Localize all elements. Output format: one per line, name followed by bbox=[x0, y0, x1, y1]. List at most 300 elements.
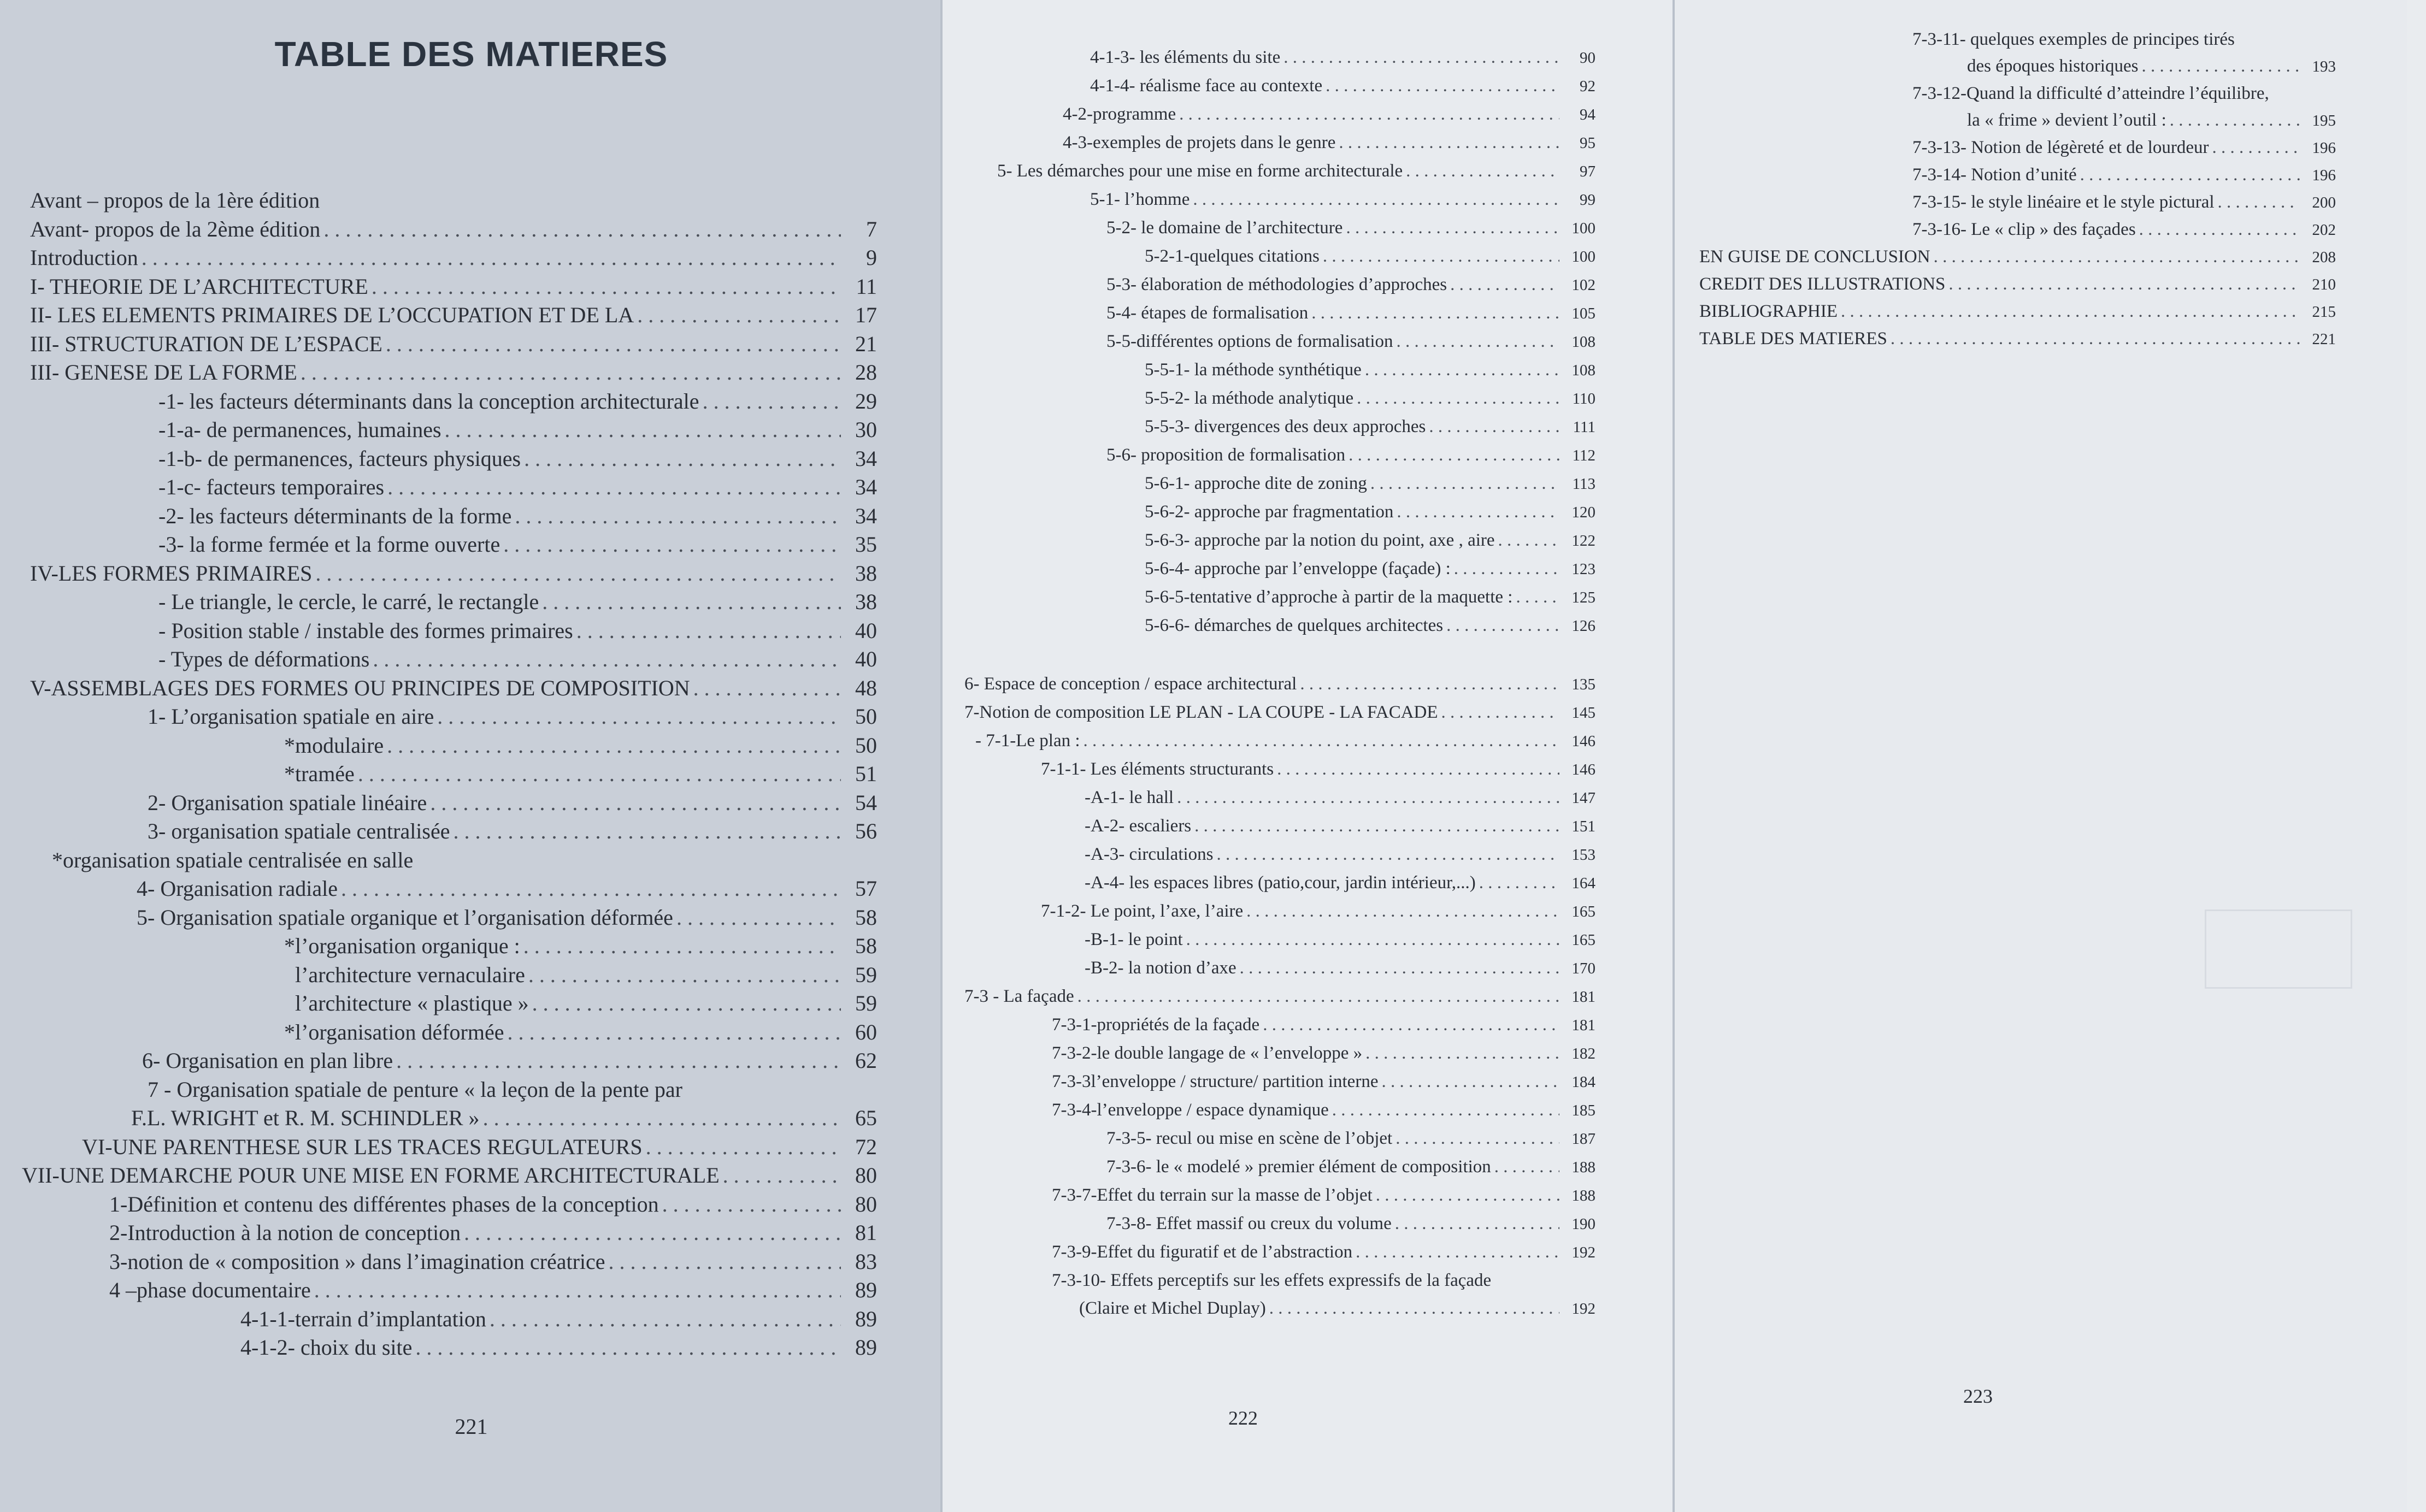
dot-leader bbox=[503, 530, 841, 559]
toc-entry-page: 165 bbox=[1571, 931, 1595, 949]
toc-entry-label: 7-3-14- Notion d’unité bbox=[1912, 165, 2077, 185]
toc-entry-page: 196 bbox=[2312, 167, 2336, 184]
dot-leader bbox=[528, 961, 841, 990]
toc-entry bbox=[943, 1096, 1675, 1125]
dot-leader bbox=[396, 1047, 841, 1076]
dot-leader bbox=[524, 445, 841, 474]
toc-entry bbox=[0, 186, 943, 215]
toc-entry-label: -1-b- de permanences, facteurs physiques bbox=[158, 446, 521, 471]
dot-leader bbox=[2080, 162, 2300, 188]
dot-leader bbox=[483, 1104, 841, 1133]
page-number: 223 bbox=[1963, 1385, 1993, 1407]
dot-leader bbox=[1357, 385, 1559, 412]
toc-entry-page: 100 bbox=[1571, 248, 1595, 265]
dot-leader bbox=[341, 875, 841, 903]
toc-entry bbox=[1675, 216, 2407, 244]
toc-entry bbox=[943, 186, 1675, 214]
toc-entry-label: 5-2- le domaine de l’architecture bbox=[1106, 218, 1343, 238]
dot-leader bbox=[430, 789, 841, 818]
dot-leader bbox=[1194, 812, 1559, 840]
toc-entry-label: 2- Organisation spatiale linéaire bbox=[148, 790, 427, 815]
toc-entry-page: 58 bbox=[855, 905, 877, 930]
toc-entry bbox=[0, 645, 943, 674]
dot-leader bbox=[507, 1018, 841, 1047]
toc-entry-page: 94 bbox=[1580, 106, 1595, 123]
toc-entry-page: 38 bbox=[855, 589, 877, 614]
toc-entry-page: 126 bbox=[1571, 617, 1595, 635]
toc-entry bbox=[0, 1018, 943, 1047]
toc-entry-page: 54 bbox=[855, 790, 877, 815]
toc-entry-page: 123 bbox=[1571, 560, 1595, 578]
toc-entry-page: 202 bbox=[2312, 221, 2336, 239]
dot-leader bbox=[1323, 243, 1559, 270]
toc-entry-page: 146 bbox=[1571, 733, 1595, 750]
toc-entry-label: 7-Notion de composition LE PLAN - LA COUPE - LA FACADE bbox=[964, 702, 1438, 722]
toc-entry-label: EN GUISE DE CONCLUSION bbox=[1699, 247, 1930, 267]
toc-entry-label: la « frime » devient l’outil : bbox=[1967, 110, 2166, 130]
toc-entry bbox=[943, 699, 1675, 727]
toc-entry bbox=[943, 328, 1675, 356]
toc-entry-label: 7-3-2-le double langage de « l’enveloppe » bbox=[1052, 1043, 1363, 1063]
toc-entry bbox=[0, 875, 943, 903]
toc-entry-page: 111 bbox=[1573, 418, 1595, 436]
toc-entry-label: (Claire et Michel Duplay) bbox=[1079, 1298, 1266, 1318]
toc-entry-label: Avant – propos de la 1ère édition bbox=[30, 188, 320, 212]
section-gap bbox=[943, 640, 1675, 670]
toc-entry bbox=[0, 244, 943, 273]
dot-leader bbox=[1346, 214, 1559, 242]
toc-entry-page: 195 bbox=[2312, 112, 2336, 129]
toc-entry bbox=[943, 1040, 1675, 1068]
dot-leader bbox=[515, 502, 841, 531]
dot-leader bbox=[373, 645, 841, 674]
dot-leader bbox=[523, 932, 841, 961]
toc-entry-label: 1-Définition et contenu des différentes phases de la conception bbox=[109, 1191, 659, 1216]
toc-entry-page: 110 bbox=[1572, 390, 1595, 407]
toc-entry-label: - 7-1-Le plan : bbox=[975, 731, 1080, 751]
toc-entry-page: 120 bbox=[1571, 504, 1595, 521]
toc-entry bbox=[1675, 271, 2407, 298]
toc-entry-label: *l’organisation déformée bbox=[284, 1019, 504, 1044]
dot-leader bbox=[1349, 441, 1559, 469]
toc-entry bbox=[0, 617, 943, 646]
toc-entry bbox=[943, 413, 1675, 441]
toc-entry bbox=[943, 1011, 1675, 1040]
toc-entry bbox=[943, 299, 1675, 328]
toc-entry-page: 210 bbox=[2312, 276, 2336, 293]
toc-entry-page: 34 bbox=[855, 446, 877, 471]
toc-entry-page: 100 bbox=[1571, 220, 1595, 237]
toc-entry-label: 5-5-3- divergences des deux approches bbox=[1145, 417, 1426, 436]
toc-entry-page: 56 bbox=[855, 819, 877, 843]
toc-entry-page: 34 bbox=[855, 503, 877, 528]
dot-leader bbox=[1311, 299, 1559, 327]
toc-entry bbox=[943, 897, 1675, 926]
toc-entry bbox=[0, 1305, 943, 1334]
toc-entry-page: 58 bbox=[855, 934, 877, 958]
toc-entry bbox=[943, 841, 1675, 869]
toc-entry bbox=[1675, 189, 2407, 216]
toc-entry bbox=[0, 989, 943, 1018]
toc-entry bbox=[0, 473, 943, 502]
dot-leader bbox=[1263, 1011, 1559, 1039]
toc-entry bbox=[943, 1295, 1675, 1323]
toc-entry bbox=[1675, 326, 2407, 353]
toc-entry-label: 6- Organisation en plan libre bbox=[142, 1048, 393, 1073]
toc-entry bbox=[943, 670, 1675, 699]
toc-entry bbox=[0, 1276, 943, 1305]
dot-leader bbox=[703, 387, 841, 416]
toc-entry-page: 192 bbox=[1571, 1244, 1595, 1261]
toc-entry bbox=[943, 44, 1675, 72]
toc-entry-page: 122 bbox=[1571, 532, 1595, 550]
dot-leader bbox=[1217, 841, 1560, 869]
toc-entry-label: 5-6-4- approche par l’enveloppe (façade) : bbox=[1145, 559, 1451, 578]
toc-entry-page: 153 bbox=[1571, 846, 1595, 864]
toc-entry-label: 7-3 - La façade bbox=[964, 987, 1074, 1006]
toc-entry-label: -A-2- escaliers bbox=[1085, 816, 1192, 836]
toc-entry-label: 7-1-1- Les éléments structurants bbox=[1041, 759, 1274, 779]
toc-entry-label: 7-3-12-Quand la difficulté d’atteindre l’équilibre, bbox=[1912, 84, 2269, 103]
toc-entry-page: 48 bbox=[855, 675, 877, 700]
toc-entry-page: 135 bbox=[1571, 676, 1595, 693]
dot-leader bbox=[301, 358, 841, 387]
toc-entry-label: 2-Introduction à la notion de conception bbox=[109, 1220, 461, 1245]
toc-entry-page: 30 bbox=[855, 417, 877, 442]
toc-entry bbox=[943, 271, 1675, 299]
toc-entry-label: 7-3-16- Le « clip » des façades bbox=[1912, 220, 2136, 239]
toc-entry bbox=[0, 559, 943, 588]
toc-entry-label: -2- les facteurs déterminants de la forme bbox=[158, 503, 512, 528]
toc-entry-label: 7-3-6- le « modelé » premier élément de composition bbox=[1106, 1157, 1491, 1177]
dot-leader bbox=[1479, 869, 1559, 897]
dot-leader bbox=[372, 273, 841, 302]
toc-entry bbox=[1675, 134, 2407, 162]
dot-leader bbox=[1841, 298, 2300, 325]
dot-leader bbox=[1186, 926, 1559, 954]
toc-entry-page: 29 bbox=[855, 388, 877, 414]
dot-leader bbox=[1934, 244, 2300, 270]
toc-entry bbox=[0, 273, 943, 302]
toc-entry-page: 11 bbox=[856, 274, 877, 299]
toc-entry-label: *organisation spatiale centralisée en salle bbox=[52, 847, 414, 872]
toc-entry-label: 7-3-8- Effet massif ou creux du volume bbox=[1106, 1214, 1392, 1233]
toc-entry-label: -3- la forme fermée et la forme ouverte bbox=[158, 532, 500, 557]
dot-leader bbox=[387, 731, 841, 760]
dot-leader bbox=[1450, 271, 1559, 299]
toc-entry bbox=[1675, 53, 2407, 80]
toc-entry-page: 145 bbox=[1571, 704, 1595, 722]
dot-leader bbox=[1300, 670, 1559, 698]
toc-entry-page: 188 bbox=[1571, 1187, 1595, 1204]
toc-entry bbox=[0, 702, 943, 731]
toc-entry-page: 17 bbox=[855, 303, 877, 327]
toc-entry-page: 188 bbox=[1571, 1159, 1595, 1176]
toc-entry-label: 7-1-2- Le point, l’axe, l’aire bbox=[1041, 901, 1244, 921]
toc-entry-page: 112 bbox=[1572, 447, 1595, 464]
toc-entry bbox=[943, 1153, 1675, 1182]
toc-entry bbox=[943, 784, 1675, 812]
dot-leader bbox=[142, 244, 841, 273]
dot-leader bbox=[637, 301, 841, 330]
dot-leader bbox=[1498, 527, 1559, 554]
toc-entry-page: 38 bbox=[855, 560, 877, 586]
dot-leader bbox=[1193, 186, 1559, 214]
toc-entry-page: 21 bbox=[855, 331, 877, 356]
toc-entry-label: -B-1- le point bbox=[1085, 930, 1183, 949]
toc-entry bbox=[943, 441, 1675, 470]
toc-entry-label: Avant- propos de la 2ème édition bbox=[30, 216, 321, 241]
toc-entry-page: 40 bbox=[855, 647, 877, 671]
toc-entry-label: 7-3-11- quelques exemples de principes tirés bbox=[1912, 29, 2235, 49]
toc-entry bbox=[1675, 162, 2407, 189]
toc-entry bbox=[943, 527, 1675, 555]
toc-entry-label: -A-1- le hall bbox=[1085, 788, 1174, 807]
toc-entry-page: 80 bbox=[855, 1191, 877, 1216]
toc-entry-page: 165 bbox=[1571, 903, 1595, 920]
toc-entries-page1 bbox=[0, 186, 943, 1362]
toc-entry bbox=[943, 1210, 1675, 1238]
toc-entry-page: 181 bbox=[1571, 1017, 1595, 1034]
toc-entry-label: III- GENESE DE LA FORME bbox=[30, 360, 297, 385]
toc-entry-label: 7-3-15- le style linéaire et le style pictural bbox=[1912, 192, 2215, 212]
toc-entry bbox=[0, 1104, 943, 1133]
toc-entry-label: 7-3-5- recul ou mise en scène de l’objet bbox=[1106, 1129, 1393, 1148]
dot-leader bbox=[693, 674, 841, 703]
toc-entry-page: 90 bbox=[1580, 49, 1595, 67]
toc-entry-page: 89 bbox=[855, 1306, 877, 1331]
toc-entry bbox=[943, 243, 1675, 271]
dot-leader bbox=[1077, 983, 1559, 1011]
toc-entry-label: 7-3-4-l’enveloppe / espace dynamique bbox=[1052, 1100, 1329, 1120]
toc-entry-label: 3- organisation spatiale centralisée bbox=[148, 819, 450, 843]
dot-leader bbox=[1084, 727, 1559, 755]
toc-entry-page: 105 bbox=[1571, 305, 1595, 322]
dot-leader bbox=[437, 702, 841, 731]
toc-entry bbox=[0, 1333, 943, 1362]
toc-entry bbox=[0, 674, 943, 703]
toc-entry-label: 5-6-2- approche par fragmentation bbox=[1145, 502, 1394, 522]
toc-entry-label: 4 –phase documentaire bbox=[109, 1278, 311, 1302]
toc-entry bbox=[943, 1182, 1675, 1210]
toc-entry-page: 108 bbox=[1571, 362, 1595, 379]
toc-entry-page: 187 bbox=[1571, 1130, 1595, 1148]
toc-entries-page2 bbox=[943, 44, 1675, 1323]
dot-leader bbox=[1494, 1153, 1559, 1181]
dot-leader bbox=[1454, 555, 1559, 583]
toc-entry bbox=[0, 215, 943, 244]
toc-entry-page: 190 bbox=[1571, 1215, 1595, 1233]
toc-entry-label: 5-6-5-tentative d’approche à partir de la maquette : bbox=[1145, 587, 1513, 607]
toc-entry-label: l’architecture « plastique » bbox=[295, 991, 529, 1015]
toc-entry-label: 5- Les démarches pour une mise en forme architecturale bbox=[997, 161, 1403, 181]
toc-entry-label: 7-3-13- Notion de légèreté et de lourdeur bbox=[1912, 138, 2209, 157]
toc-entry bbox=[0, 387, 943, 416]
toc-entry bbox=[1675, 298, 2407, 326]
toc-entry-page: 181 bbox=[1571, 988, 1595, 1006]
toc-entry-label: -B-2- la notion d’axe bbox=[1085, 958, 1236, 978]
toc-entry bbox=[943, 755, 1675, 784]
toc-entry-label: -1-a- de permanences, humaines bbox=[158, 417, 441, 442]
middle-page bbox=[943, 0, 1675, 1512]
dot-leader bbox=[490, 1305, 841, 1334]
dot-leader bbox=[662, 1190, 841, 1219]
toc-entry-label: - Le triangle, le cercle, le carré, le rectangle bbox=[158, 589, 539, 614]
toc-entry-page: 62 bbox=[855, 1048, 877, 1073]
dot-leader bbox=[314, 1276, 841, 1305]
toc-entry-page: 9 bbox=[866, 245, 877, 270]
toc-entry-page: 97 bbox=[1580, 163, 1595, 180]
toc-entry bbox=[943, 612, 1675, 640]
dot-leader bbox=[1429, 413, 1559, 441]
toc-entry bbox=[943, 498, 1675, 527]
toc-entry-label: III- STRUCTURATION DE L’ESPACE bbox=[30, 331, 382, 356]
dot-leader bbox=[1332, 1096, 1559, 1124]
toc-entry-label: -1-c- facteurs temporaires bbox=[158, 475, 385, 499]
toc-entry bbox=[0, 1076, 943, 1105]
page-number: 222 bbox=[1228, 1407, 1258, 1429]
toc-entry bbox=[943, 926, 1675, 954]
toc-entry-label: 5- Organisation spatiale organique et l’organisation déformée bbox=[137, 905, 673, 930]
toc-entry-page: 147 bbox=[1571, 789, 1595, 807]
toc-entry-label: 4-1-4- réalisme face au contexte bbox=[1090, 76, 1323, 96]
toc-entry-page: 170 bbox=[1571, 960, 1595, 977]
toc-entry-page: 113 bbox=[1572, 475, 1595, 493]
toc-entry bbox=[943, 869, 1675, 897]
dot-leader bbox=[315, 559, 841, 588]
toc-entries-page3 bbox=[1675, 26, 2407, 353]
toc-entry-label: - Types de déformations bbox=[158, 647, 370, 671]
dot-leader bbox=[1179, 101, 1559, 128]
toc-entry-label: 6- Espace de conception / espace architectural bbox=[964, 674, 1297, 694]
dot-leader bbox=[1948, 271, 2300, 298]
toc-entry bbox=[0, 445, 943, 474]
right-page bbox=[1675, 0, 2407, 1512]
dot-leader bbox=[576, 617, 841, 646]
toc-entry-page: 182 bbox=[1571, 1045, 1595, 1062]
toc-entry-page: 196 bbox=[2312, 139, 2336, 157]
toc-entry-page: 80 bbox=[855, 1163, 877, 1188]
toc-entry-label: VI-UNE PARENTHESE SUR LES TRACES REGULATEURS bbox=[82, 1134, 643, 1159]
dot-leader bbox=[1381, 1068, 1559, 1096]
toc-entry-page: 35 bbox=[855, 532, 877, 557]
toc-entry-label: 4-3-exemples de projets dans le genre bbox=[1063, 133, 1336, 152]
toc-entry-page: 92 bbox=[1580, 78, 1595, 95]
dot-leader bbox=[542, 588, 841, 617]
toc-entry-page: 193 bbox=[2312, 58, 2336, 75]
toc-entry-label: I- THEORIE DE L’ARCHITECTURE bbox=[30, 274, 368, 299]
toc-entry-page: 221 bbox=[2312, 330, 2336, 348]
toc-entry bbox=[943, 1125, 1675, 1153]
toc-entry-label: 7-3-7-Effet du terrain sur la masse de l’objet bbox=[1052, 1185, 1373, 1205]
toc-entry bbox=[943, 555, 1675, 583]
toc-entry-page: 50 bbox=[855, 733, 877, 758]
toc-entry-page: 81 bbox=[855, 1220, 877, 1245]
dot-leader bbox=[1376, 1182, 1559, 1209]
toc-entry-page: 95 bbox=[1580, 134, 1595, 152]
dot-leader bbox=[1441, 699, 1559, 727]
toc-entry bbox=[943, 727, 1675, 755]
dot-leader bbox=[386, 330, 841, 359]
toc-entry bbox=[943, 954, 1675, 983]
toc-entry-page: 125 bbox=[1571, 589, 1595, 606]
toc-entry-label: 5-6-6- démarches de quelques architectes bbox=[1145, 616, 1444, 635]
toc-entry bbox=[943, 385, 1675, 413]
toc-entry-label: 5-6-3- approche par la notion du point, axe , aire bbox=[1145, 530, 1495, 550]
dot-leader bbox=[2170, 107, 2300, 134]
toc-entry-label: 4-2-programme bbox=[1063, 104, 1176, 124]
toc-entry-label: - Position stable / instable des formes primaires bbox=[158, 618, 573, 643]
dot-leader bbox=[1406, 157, 1559, 185]
dot-leader bbox=[1283, 44, 1559, 72]
toc-entry bbox=[943, 101, 1675, 129]
toc-entry-label: 5-1- l’homme bbox=[1090, 190, 1190, 209]
toc-entry-label: 5-6-1- approche dite de zoning bbox=[1145, 474, 1367, 493]
toc-entry-label: 7-3-9-Effet du figuratif et de l’abstraction bbox=[1052, 1242, 1353, 1262]
dot-leader bbox=[1240, 954, 1559, 982]
toc-entry-label: 1- L’organisation spatiale en aire bbox=[148, 704, 434, 729]
toc-entry-label: 5-4- étapes de formalisation bbox=[1106, 303, 1309, 323]
toc-entry bbox=[1675, 107, 2407, 134]
page-number: 221 bbox=[455, 1414, 488, 1439]
toc-title: TABLE DES MATIERES bbox=[274, 34, 668, 74]
toc-entry-label: 4-1-1-terrain d’implantation bbox=[240, 1306, 486, 1331]
toc-entry-label: II- LES ELEMENTS PRIMAIRES DE L’OCCUPATION ET DE LA bbox=[30, 303, 634, 327]
dot-leader bbox=[532, 989, 841, 1018]
toc-entry-page: 7 bbox=[866, 216, 877, 241]
dot-leader bbox=[646, 1133, 841, 1162]
dot-leader bbox=[454, 817, 841, 846]
left-page bbox=[0, 0, 943, 1512]
toc-entry-label: 7-3-1-propriétés de la façade bbox=[1052, 1015, 1260, 1035]
toc-entry-page: 185 bbox=[1571, 1102, 1595, 1119]
toc-entry bbox=[0, 1219, 943, 1248]
toc-entry bbox=[0, 1248, 943, 1277]
toc-entry-page: 184 bbox=[1571, 1073, 1595, 1091]
dot-leader bbox=[1365, 356, 1559, 384]
toc-entry-page: 151 bbox=[1571, 818, 1595, 835]
dot-leader bbox=[1356, 1238, 1559, 1266]
toc-entry-page: 200 bbox=[2312, 194, 2336, 211]
toc-entry bbox=[0, 760, 943, 789]
toc-entry-page: 34 bbox=[855, 475, 877, 499]
toc-entry bbox=[943, 1238, 1675, 1267]
toc-entry bbox=[943, 157, 1675, 186]
toc-entry-page: 108 bbox=[1571, 333, 1595, 351]
dot-leader bbox=[1177, 784, 1559, 812]
toc-entry-label: TABLE DES MATIERES bbox=[1699, 329, 1887, 349]
toc-entry bbox=[0, 301, 943, 330]
toc-entry-label: V-ASSEMBLAGES DES FORMES OU PRINCIPES DE COMPOSITION bbox=[30, 675, 690, 700]
dot-leader bbox=[1370, 470, 1559, 498]
toc-entry bbox=[0, 1161, 943, 1190]
toc-entry bbox=[1675, 26, 2407, 53]
dot-leader bbox=[415, 1333, 841, 1362]
toc-entry-label: 4-1-3- les éléments du site bbox=[1090, 48, 1281, 67]
toc-entry-page: 99 bbox=[1580, 191, 1595, 209]
dot-leader bbox=[1397, 328, 1559, 356]
toc-entry-page: 59 bbox=[855, 991, 877, 1015]
toc-entry-label: -A-4- les espaces libres (patio,cour, jardin intérieur,...) bbox=[1085, 873, 1476, 893]
toc-entry-page: 51 bbox=[855, 761, 877, 786]
toc-entry bbox=[1675, 244, 2407, 271]
toc-entry-page: 83 bbox=[855, 1249, 877, 1274]
toc-entry bbox=[0, 1133, 943, 1162]
toc-entry-page: 89 bbox=[855, 1278, 877, 1302]
dot-leader bbox=[2218, 189, 2300, 216]
toc-entry-label: 5-6- proposition de formalisation bbox=[1106, 445, 1346, 465]
toc-entry-label: 5-5-différentes options de formalisation bbox=[1106, 332, 1393, 351]
